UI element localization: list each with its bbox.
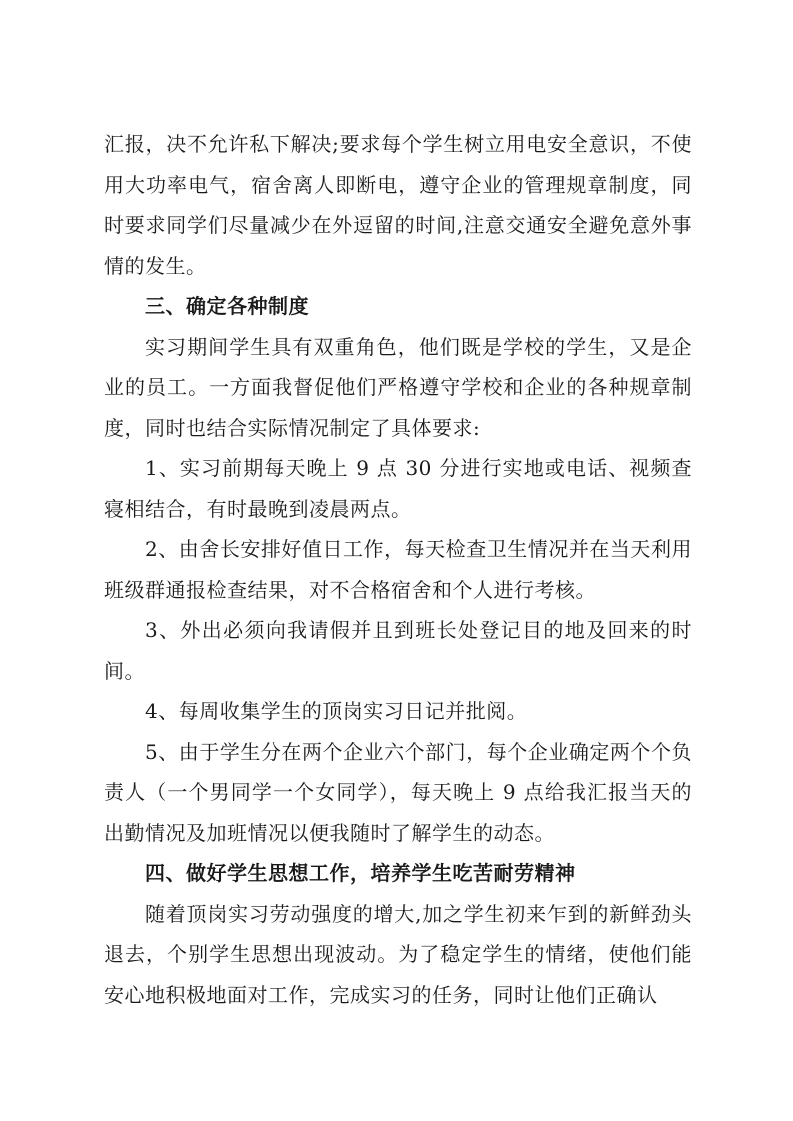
- document-body: [104, 124, 692, 1015]
- rule-item-1: 1、实习前期每天晚上 9 点 30 分进行实地或电话、视频查寝相结合，有时最晚到凌晨两点。: [104, 456, 692, 521]
- paragraph-section-3-intro: 实习期间学生具有双重角色，他们既是学校的学生，又是企业的员工。一方面我督促他们严格遵守学校和企业的各种规章制度，同时也结合实际情况制定了具体要求:: [104, 334, 692, 440]
- rule-item-4: 4、每周收集学生的顶岗实习日记并批阅。: [145, 699, 528, 723]
- paragraph-continued: 汇报，决不允许私下解决;要求每个学生树立用电安全意识，不使用大功率电气，宿舍离人即断电，遵守企业的管理规章制度，同时要求同学们尽量减少在外逗留的时间,注意交通安全避免意外事情的发生。: [104, 132, 692, 278]
- rule-item-2: 2、由舍长安排好值日工作，每天检查卫生情况并在当天利用班级群通报检查结果，对不合格宿舍和个人进行考核。: [104, 537, 692, 602]
- rule-item-5: 5、由于学生分在两个企业六个部门，每个企业确定两个个负责人（一个男同学一个女同学），每天晚上 9 点给我汇报当天的出勤情况及加班情况以便我随时了解学生的动态。: [104, 739, 692, 845]
- paragraph-section-4: 随着顶岗实习劳动强度的增大,加之学生初来乍到的新鲜劲头退去，个别学生思想出现波动。为了稳定学生的情绪，使他们能安心地积极地面对工作，完成实习的任务，同时让他们正确认: [104, 901, 692, 1007]
- section-heading-4: 四、做好学生思想工作，培养学生吃苦耐劳精神: [145, 861, 576, 885]
- rule-item-3: 3、外出必须向我请假并且到班长处登记目的地及回来的时间。: [104, 618, 692, 683]
- section-heading-3: 三、确定各种制度: [145, 294, 309, 318]
